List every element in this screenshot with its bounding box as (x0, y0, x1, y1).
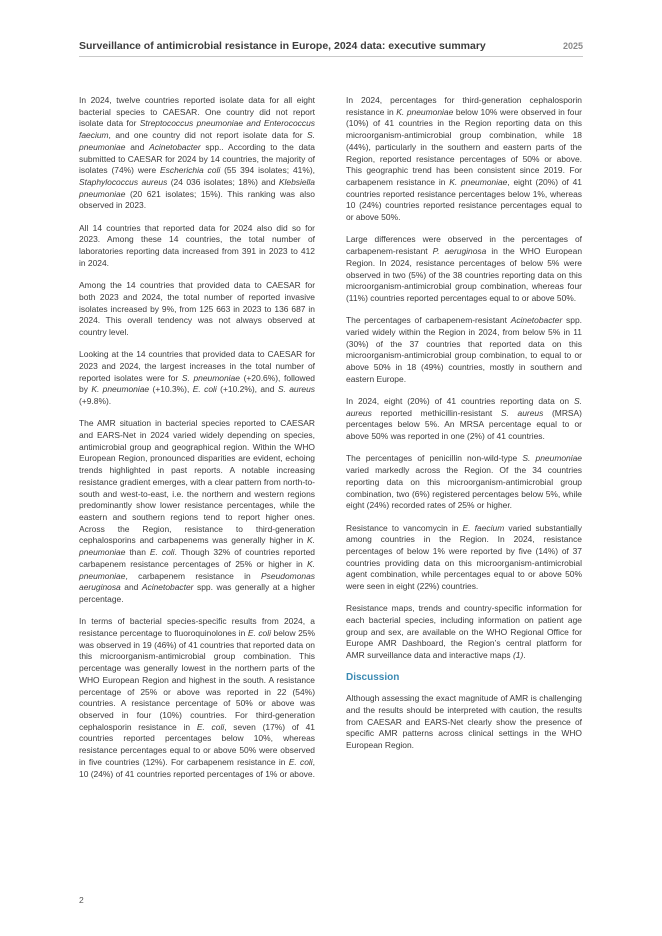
paragraph-resistance-maps: Resistance maps, trends and country-specific information for each bacterial species, including information on patient age group and sex, are available on the WHO Regional Office for Europe AMR Dashboard, the Region’s central platform for AMR surveillance data and interactive maps (1). (346, 603, 582, 661)
paragraph-isolate-reporting: In 2024, twelve countries reported isolate data for all eight bacterial species to CAESAR. One country did not report isolate data for Streptococcus pneumoniae and Enterococcus faecium, and one country did not report isolate data for S. pneumoniae and Acinetobacter spp.. According to the data submitted to CAESAR for 2024 by 14 countries, the majority of isolates (74%) were Escherichia coli (55 394 isolates; 41%), Staphylococcus aureus (24 036 isolates; 18%) and Klebsiella pneumoniae (20 621 isolates; 15%). This ranking was also observed in 2023. (79, 95, 315, 211)
left-column (79, 95, 315, 791)
right-column (346, 95, 582, 762)
paragraph-laboratories: All 14 countries that reported data for 2024 also did so for 2023. Among these 14 countries, the total number of laboratories reporting data increased from 391 in 2023 to 412 in 2024. (79, 222, 315, 268)
paragraph-acinetobacter-resistance: The percentages of carbapenem-resistant Acinetobacter spp. varied widely within the Region in 2024, from below 5% in 11 (30%) of the 37 countries that reported data on this microorganism-antimicrobial group combination, to equal to or above 50% in 18 (49%) countries, mostly in southern and eastern Europe. (346, 315, 582, 384)
running-header (79, 40, 583, 57)
header-year: 2025 (562, 41, 583, 51)
paragraph-discussion: Although assessing the exact magnitude of AMR is challenging and the results should be interpreted with caution, the results from CAESAR and EARS-Net clearly show the presence of specific AMR patterns across clinical settings in the WHO European Region. (346, 693, 582, 750)
paragraph-paeruginosa-resistance: Large differences were observed in the percentages of carbapenem-resistant P. aeruginosa in the WHO European Region. In 2024, resistance percentages of below 5% were observed in two (5%) of the 38 countries reporting data on this microorganism-antimicrobial group combination, whereas four (11%) countries reported percentages equal to or above 50%. (346, 234, 583, 303)
paragraph-largest-increases: Looking at the 14 countries that provided data to CAESAR for 2023 and 2024, the largest increases in the total number of reported isolates were for S. pneumoniae (+20.6%), followed by K. pneumoniae (+10.3%), E. coli (+10.2%), and S. aureus (+9.8%). (79, 349, 316, 407)
reference-link[interactable]: (1) (512, 650, 524, 661)
paragraph-kpneumoniae-resistance: In 2024, percentages for third-generation cephalosporin resistance in K. pneumoniae below 10% were observed in four (10%) of 41 countries in the Region reporting data on this microorganism-antimicrobial group combination, while 18 (44%), particularly in the southern and eastern parts of the Region, reported resistance percentages of 50% or above. This geographic trend has been consistent since 2019. For carbapenem resistance in K. pneumoniae, eight (20%) of 41 countries reported resistance percentages below 1%, whereas 10 (24%) countries reported resistance percentages equal to or above 50%. (346, 95, 582, 223)
paragraph-ecoli-resistance: In terms of bacterial species-specific results from 2024, a resistance percentage to fluoroquinolones in E. coli below 25% was observed in 19 (46%) of 41 countries that reported data on this microorganism-antimicrobial group combination. This percentage was generally lowest in the northern parts of the WHO European Region and highest in the south. A resistance percentage of 25% or above was reported in 22 (54%) countries. A resistance percentage of 50% or above was observed in four (10%) countries. For third-generation cephalosporin resistance in E. coli, seven (17%) of 41 countries reported percentages below 10%, whereas resistance percentages equal to or above 50% were observed in five countries (12%). For carbapenem resistance in E. coli, 10 (24%) of 41 countries reported percentages of 1% or above. (79, 616, 316, 779)
paragraph-isolate-increase: Among the 14 countries that provided data to CAESAR for both 2023 and 2024, the total number of reported invasive isolates increased by 9%, from 125 663 in 2023 to 136 687 in 2024. This overall tendency was not always observed at country level. (79, 280, 315, 337)
paragraph-vancomycin: Resistance to vancomycin in E. faecium varied substantially among countries in the Region. In 2024, resistance percentages of below 1% were reported by five (14%) of 37 countries providing data on this microorganism-antimicrobial agent combination, while percentages equal to or above 50% were seen in eight (22%) countries. (346, 522, 582, 592)
discussion-heading: Discussion (346, 672, 400, 684)
header-title: Surveillance of antimicrobial resistance in Europe, 2024 data: executive summary (79, 40, 486, 52)
paragraph-amr-situation: The AMR situation in bacterial species reported to CAESAR and EARS-Net in 2024 varied widely depending on species, antimicrobial group and geographical region. Within the WHO European Region, pronounced disparities are evident, echoing trends highlighted in past reports. A notable increasing resistance gradient emerges, with a clear pattern from north-to-south and west-to-east, i.e. the northern and western regions predominantly show lower resistance percentages, while the eastern and southern regions tend to report higher ones. Across the Region, resistance to third-generation cephalosporins and carbapenems was generally higher in K. pneumoniae than E. coli. Though 32% of countries reported carbapenem resistance percentages of 25% or higher in K. pneumoniae, carbapenem resistance in Pseudomonas aeruginosa and Acinetobacter spp. was generally at a higher percentage. (79, 418, 315, 605)
page-number: 2 (79, 895, 84, 905)
paragraph-mrsa: In 2024, eight (20%) of 41 countries reporting data on S. aureus reported methicillin-resistant S. aureus (MRSA) percentages below 5%. An MRSA percentage equal to or above 50% was reported in one (2%) of 41 countries. (346, 396, 582, 442)
paragraph-spneumoniae-penicillin: The percentages of penicillin non-wild-type S. pneumoniae varied markedly across the Region. Of the 34 countries reporting data on this microorganism-antimicrobial group combination, two (6%) registered percentages below 5%, while eight (24%) recorded rates of 25% or higher. (346, 453, 582, 511)
